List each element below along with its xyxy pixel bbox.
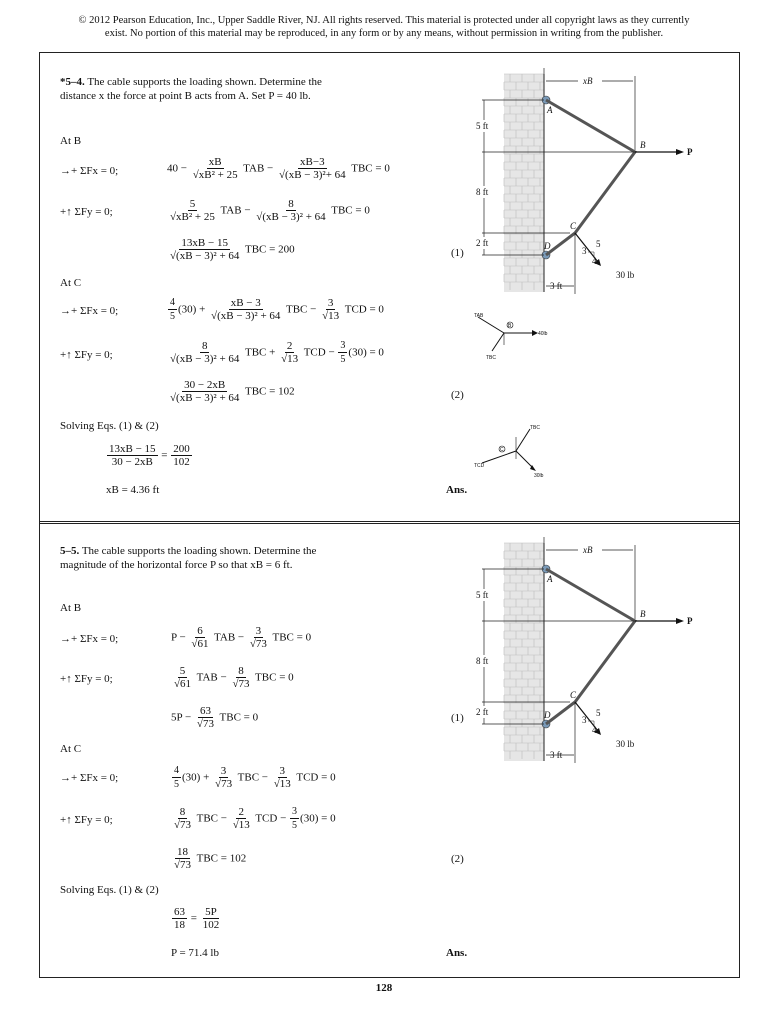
load-label: 30 lb: [616, 270, 635, 280]
eq-tag-1: (1): [451, 247, 464, 259]
sketch-label: TCD: [474, 463, 485, 469]
force-p-label: P: [687, 616, 693, 626]
eq-2: [171, 846, 246, 872]
sum-fx-label: →+ ΣFx = 0;: [60, 772, 119, 784]
denominator: √73: [174, 859, 192, 871]
numerator: 4: [174, 765, 179, 776]
slope-4: 4: [592, 725, 597, 735]
slope-3: 3: [582, 715, 587, 725]
solving-label: Solving Eqs. (1) & (2): [60, 884, 159, 896]
solving-ratio: $\frac{13xB - 15}{30 - 2xB}$ = $\frac{200}{102}$: [109, 443, 190, 468]
denominator: √(xB − 3)² + 64: [170, 392, 240, 404]
numerator: 13xB − 15: [181, 237, 228, 249]
answer-label: Ans.: [446, 484, 468, 496]
eq-text: TAB −: [214, 631, 245, 644]
eq-text: (30) = 0: [348, 346, 384, 359]
dim-8ft: 8 ft: [476, 187, 489, 197]
eq-text: (30) +: [182, 771, 210, 784]
eq-text: 40 −: [167, 162, 187, 175]
numerator: 200: [173, 443, 190, 455]
cable-figure: [470, 66, 705, 296]
eq-text: TCD −: [255, 812, 287, 825]
sketch-label: B: [508, 323, 512, 329]
eq-fy: [167, 198, 370, 224]
denominator: √(xB − 3)² + 64: [211, 310, 281, 322]
slope-5: 5: [596, 239, 601, 249]
sum-fy-label: +↑ ΣFy = 0;: [60, 349, 113, 361]
eq-text: TBC −: [196, 812, 227, 825]
eq-c-fx: [167, 297, 384, 323]
statement-line-2: magnitude of the horizontal force P so that xB = 6 ft.: [60, 559, 293, 571]
denominator: √(xB − 3)² + 64: [170, 250, 240, 262]
force-p-label: P: [687, 147, 693, 157]
eq-text: TBC = 102: [244, 385, 295, 398]
dim-3ft: 3 ft: [550, 750, 563, 760]
fbd-sketch-b: [472, 311, 562, 369]
numerator: 63: [199, 705, 211, 717]
eq-c-fy: [171, 806, 336, 832]
denominator: √(xB − 3)² + 64: [256, 211, 326, 223]
dim-8ft: 8 ft: [476, 656, 489, 666]
denominator: √61: [174, 678, 192, 690]
eq-text: P −: [171, 631, 186, 644]
point-c: C: [570, 690, 577, 700]
numerator: 8: [201, 340, 208, 352]
eq-text: TAB −: [243, 162, 274, 175]
numerator: 18: [177, 846, 189, 858]
eq-text: TCD −: [303, 346, 335, 359]
sketch-label: 40lb: [538, 331, 548, 337]
denominator: 5: [292, 820, 298, 831]
sketch-label: C: [500, 447, 504, 453]
at-c-label: At C: [60, 743, 82, 755]
eq-c-fy: [167, 340, 384, 366]
eq-tag-2: (2): [451, 853, 464, 865]
slope-4: 4: [592, 256, 597, 266]
eq-1: [171, 705, 258, 731]
point-c: C: [570, 221, 577, 231]
eq-text: TBC = 0: [272, 631, 312, 644]
dim-5ft: 5 ft: [476, 121, 489, 131]
result: P = 71.4 lb: [171, 947, 219, 959]
problem-statement: [60, 75, 322, 103]
statement-line-2: distance x: [60, 90, 105, 102]
eq-tag-2: (2): [451, 389, 464, 401]
copyright-line-2: exist. No portion of this material may be reproduced, in any form or by any means, without permission in writing from the publisher.: [104, 28, 664, 39]
eq-text: TBC = 200: [244, 243, 295, 256]
point-b: B: [640, 140, 646, 150]
numerator: 63: [174, 906, 185, 918]
eq-fy: [171, 665, 294, 691]
sum-fy-label: +↑ ΣFy = 0;: [60, 814, 113, 826]
sum-fx-label: →+ ΣFx = 0;: [60, 305, 119, 317]
solving-label: Solving Eqs. (1) & (2): [60, 420, 159, 432]
numerator: 3: [340, 340, 346, 351]
statement-line-1: The cable supports the loading shown. Determine the: [81, 545, 317, 557]
numerator: 8: [288, 198, 294, 210]
denominator: √(xB − 3)²+ 64: [279, 169, 346, 181]
numerator: 3: [279, 765, 286, 777]
problem-number: *5–4.: [60, 76, 85, 88]
sum-fy-label: +↑ ΣFy = 0;: [60, 673, 113, 685]
denominator: 5: [174, 779, 179, 790]
statement-line-2b: the force at point B acts from A. Set P = 40 lb.: [104, 90, 311, 102]
numerator: 5: [189, 198, 196, 210]
problem-number: 5–5.: [60, 545, 80, 557]
numerator: 2: [286, 340, 293, 352]
problem-statement: [60, 544, 316, 572]
slope-5: 5: [596, 708, 601, 718]
sketch-line: [516, 429, 530, 451]
force-p-arrowhead: [676, 149, 684, 155]
denominator: √13: [281, 353, 299, 365]
denominator: √(xB − 3)² + 64: [170, 353, 240, 365]
eq-text: TCD = 0: [296, 771, 336, 784]
eq-tag-1: (1): [451, 712, 464, 724]
answer-label: Ans.: [446, 947, 468, 959]
at-b-label: At B: [60, 135, 82, 147]
denominator: √73: [174, 819, 192, 831]
point-d: D: [544, 241, 551, 251]
cable: [546, 100, 635, 255]
eq-text: TBC −: [237, 771, 268, 784]
denominator: 5: [340, 354, 346, 365]
sketch-label: TBC: [530, 425, 540, 431]
force-p-arrowhead: [676, 618, 684, 624]
point-a: A: [547, 105, 553, 115]
numerator: 13xB − 15: [109, 443, 156, 455]
denominator: √13: [232, 819, 250, 831]
eq-text: TBC −: [286, 303, 317, 316]
numerator: 3: [255, 625, 262, 637]
eq-c-fx: [171, 765, 336, 791]
sketch-line: [482, 451, 516, 463]
denominator: 18: [174, 919, 185, 931]
sketch-label: TAB: [474, 313, 484, 319]
numerator: 5P: [205, 906, 217, 918]
eq-text: TBC = 0: [255, 671, 294, 684]
eq-text: TBC +: [244, 346, 276, 359]
xb-label: xB: [583, 76, 593, 86]
denominator: 102: [173, 456, 190, 468]
sketch-line: [516, 451, 532, 467]
eq-fx: [167, 156, 390, 182]
point-a: A: [547, 574, 553, 584]
denominator: √13: [322, 310, 340, 322]
sum-fx-label: →+ ΣFx = 0;: [60, 633, 119, 645]
denominator: √73: [196, 718, 214, 730]
denominator: 102: [202, 919, 220, 931]
solving-ratio: $\frac{63}{18}$ = $\frac{5P}{102}$: [174, 906, 220, 931]
numerator: 2: [238, 806, 244, 818]
copyright-line-1: © 2012 Pearson Education, Inc., Upper Saddle River, NJ. All rights reserved. This material is protected under all copyright laws as they currently: [78, 15, 690, 26]
denominator: √61: [191, 638, 209, 650]
denominator: √73: [215, 778, 233, 790]
sketch-line: [492, 333, 504, 351]
eq-text: TBC = 0: [219, 711, 259, 724]
load-label: 30 lb: [616, 739, 635, 749]
point-b: B: [640, 609, 646, 619]
denominator: 30 − 2xB: [111, 456, 153, 468]
eq-text: 5P −: [171, 711, 192, 724]
eq-2: [167, 379, 295, 405]
eq-text: (30) = 0: [300, 812, 336, 825]
numerator: xB − 3: [230, 297, 261, 309]
numerator: xB: [208, 156, 222, 168]
eq-text: TAB −: [220, 204, 251, 217]
numerator: xB−3: [300, 156, 325, 168]
numerator: 5: [179, 665, 186, 677]
denominator: √73: [232, 678, 250, 690]
eq-text: TBC = 102: [196, 852, 247, 865]
dim-3ft: 3 ft: [550, 281, 563, 291]
numerator: 3: [220, 765, 227, 777]
numerator: 8: [238, 665, 244, 677]
xb-label: xB: [583, 545, 593, 555]
dim-5ft: 5 ft: [476, 590, 489, 600]
numerator: 30 − 2xB: [184, 379, 226, 391]
sketch-label: 30lb: [534, 473, 544, 479]
eq-1: [167, 237, 295, 263]
fbd-sketch-c: [472, 423, 568, 483]
result: xB = 4.36 ft: [106, 484, 160, 496]
numerator: 3: [292, 806, 298, 817]
sketch-label: TBC: [486, 355, 496, 361]
cable-figure: [470, 535, 705, 765]
denominator: √xB² + 25: [192, 169, 238, 181]
copyright-notice: [40, 14, 728, 40]
page-number: 128: [375, 982, 393, 994]
sketch-line: [478, 317, 504, 333]
denominator: √xB² + 25: [170, 211, 215, 223]
eq-text: (30) +: [178, 303, 206, 316]
numerator: 3: [327, 297, 334, 309]
slope-3: 3: [582, 246, 587, 256]
cable: [546, 569, 635, 724]
dim-2ft: 2 ft: [476, 238, 489, 248]
point-d: D: [544, 710, 551, 720]
eq-text: TBC = 0: [351, 162, 390, 175]
sum-fy-label: +↑ ΣFy = 0;: [60, 206, 113, 218]
eq-text: TBC = 0: [331, 204, 370, 217]
numerator: 8: [179, 806, 186, 818]
eq-text: TCD = 0: [344, 303, 384, 316]
denominator: 5: [170, 311, 175, 322]
numerator: 4: [170, 297, 175, 308]
denominator: √73: [249, 638, 267, 650]
dim-2ft: 2 ft: [476, 707, 489, 717]
denominator: √13: [273, 778, 291, 790]
at-b-label: At B: [60, 602, 82, 614]
sum-fx-label: →+ ΣFx = 0;: [60, 165, 119, 177]
eq-text: TAB −: [196, 671, 227, 684]
eq-fx: [171, 625, 311, 651]
at-c-label: At C: [60, 277, 82, 289]
statement-line-1: The cable supports the loading shown. Determine the: [87, 76, 322, 88]
numerator: 6: [197, 625, 203, 637]
